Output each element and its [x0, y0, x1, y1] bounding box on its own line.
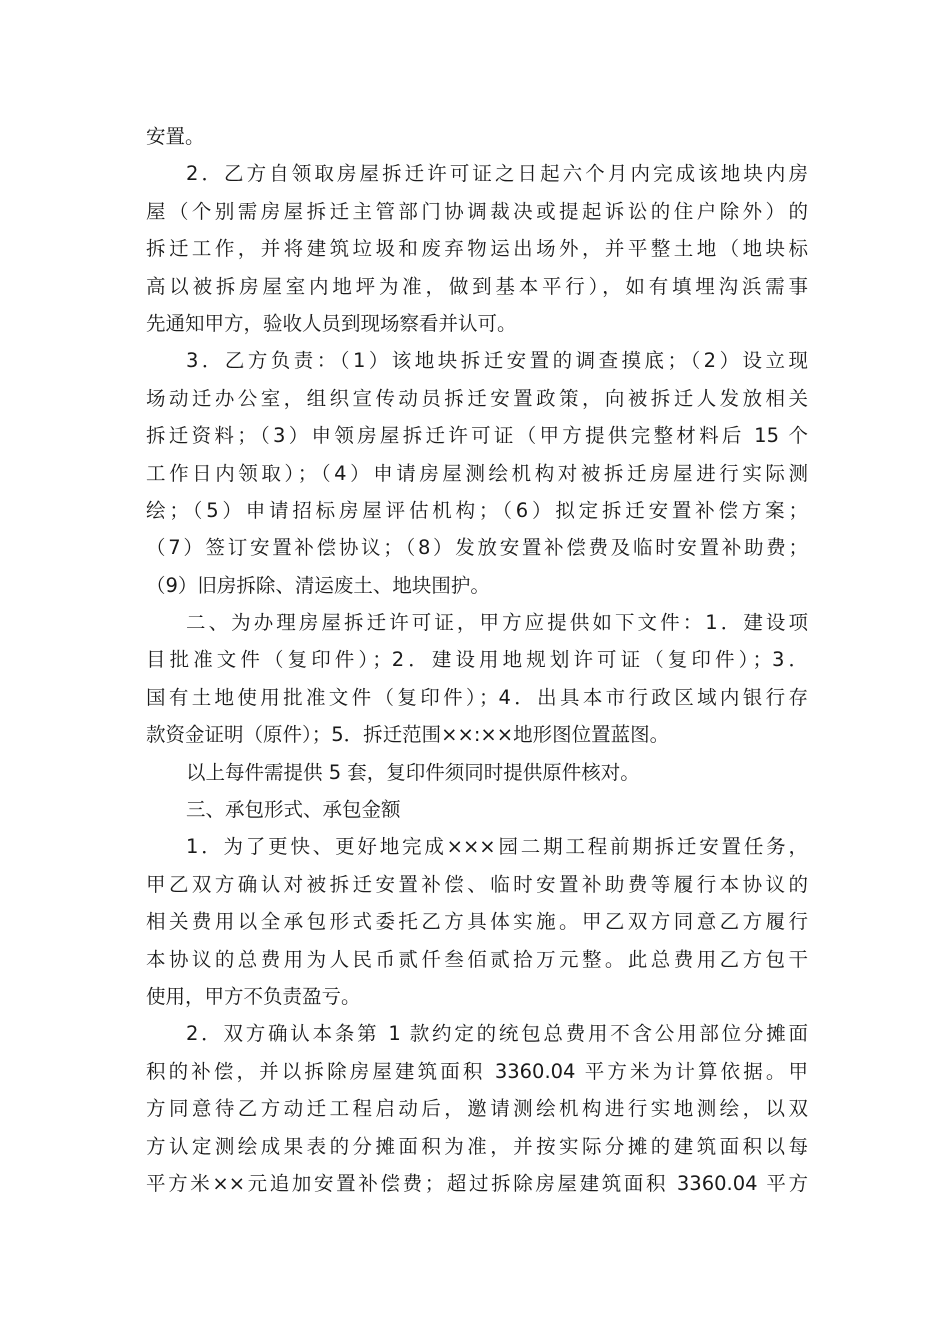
text-line: 款资金证明（原件）；5．拆迁范围××:××地形图位置蓝图。 [146, 723, 670, 747]
text-line: 2．乙方自领取房屋拆迁许可证之日起六个月内完成该地块内房 [186, 162, 808, 186]
text-line: 甲乙双方确认对被拆迁安置补偿、临时安置补助费等履行本协议的 [146, 872, 808, 896]
text-line: 以上每件需提供 5 套，复印件须同时提供原件核对。 [186, 760, 640, 784]
document-body [146, 118, 808, 1202]
section-heading: 三、承包形式、承包金额 [186, 798, 401, 822]
text-line: 方同意待乙方动迁工程启动后，邀请测绘机构进行实地测绘，以双 [146, 1097, 808, 1121]
text-line: 使用，甲方不负责盈亏。 [146, 984, 361, 1008]
text-line: 屋（个别需房屋拆迁主管部门协调裁决或提起诉讼的住户除外）的 [146, 199, 808, 223]
text-line: 先通知甲方，验收人员到现场察看并认可。 [146, 311, 517, 335]
text-line: 绘；（5）申请招标房屋评估机构；（6）拟定拆迁安置补偿方案； [146, 498, 808, 522]
text-line: 拆迁工作，并将建筑垃圾和废弃物运出场外，并平整土地（地块标 [146, 237, 808, 261]
text-line: 国有土地使用批准文件（复印件）；4．出具本市行政区域内银行存 [146, 685, 808, 709]
text-line: 场动迁办公室，组织宣传动员拆迁安置政策，向被拆迁人发放相关 [146, 386, 808, 410]
text-line: 积的补偿，并以拆除房屋建筑面积 3360.04 平方米为计算依据。甲 [146, 1059, 808, 1083]
text-line: 3．乙方负责：（1）该地块拆迁安置的调查摸底；（2）设立现 [186, 349, 808, 373]
text-line: （9）旧房拆除、清运废土、地块围护。 [146, 573, 490, 597]
text-line: （7）签订安置补偿协议；（8）发放安置补偿费及临时安置补助费； [146, 536, 808, 560]
text-line: 安置。 [146, 125, 205, 148]
text-line: 2．双方确认本条第 1 款约定的统包总费用不含公用部位分摊面 [186, 1022, 808, 1046]
text-line: 平方米××元追加安置补偿费；超过拆除房屋建筑面积 3360.04 平方 [146, 1171, 808, 1195]
text-line: 1．为了更快、更好地完成×××园二期工程前期拆迁安置任务， [186, 835, 808, 859]
text-line: 本协议的总费用为人民币贰仟叁佰贰拾万元整。此总费用乙方包干 [146, 947, 808, 971]
text-line: 拆迁资料；（3）申领房屋拆迁许可证（甲方提供完整材料后 15 个 [146, 424, 808, 448]
text-line: 高以被拆房屋室内地坪为准，做到基本平行），如有填埋沟浜需事 [146, 274, 808, 298]
text-line: 工作日内领取）；（4）申请房屋测绘机构对被拆迁房屋进行实际测 [146, 461, 808, 485]
text-line: 相关费用以全承包形式委托乙方具体实施。甲乙双方同意乙方履行 [146, 910, 808, 934]
text-line: 方认定测绘成果表的分摊面积为准，并按实际分摊的建筑面积以每 [146, 1134, 808, 1158]
text-line: 二、为办理房屋拆迁许可证，甲方应提供如下文件：1．建设项 [186, 611, 808, 635]
text-line: 目批准文件（复印件）；2．建设用地规划许可证（复印件）；3． [146, 648, 808, 672]
